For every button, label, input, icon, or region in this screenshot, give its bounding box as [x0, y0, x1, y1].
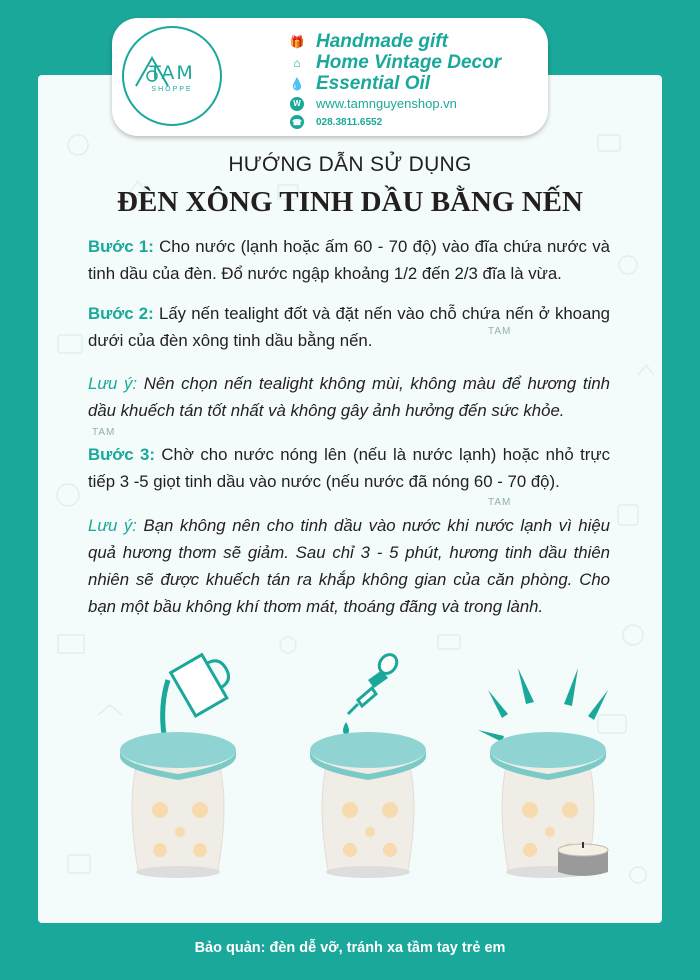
info-essential-oil: Essential Oil: [316, 73, 431, 94]
note-1-text: Nên chọn nến tealight không mùi, không màu để hương tinh dầu khuếch tán tốt nhất và không gây ảnh hưởng đến sức khỏe.: [88, 374, 610, 420]
step-1-text: Cho nước (lạnh hoặc ấm 60 - 70 độ) vào đĩa chứa nước và tinh dầu của đèn. Đổ nước ngập khoảng 1/2 đến 2/3 đĩa là vừa.: [88, 237, 610, 283]
lamp-step-2-illustration: [298, 650, 438, 890]
note-1: [88, 370, 610, 424]
step-2-label: Bước 2:: [88, 304, 154, 323]
dropper-icon: [348, 651, 400, 714]
lamp-step-3-illustration: [468, 650, 628, 890]
web-icon: W: [290, 97, 304, 111]
step-1-label: Bước 1:: [88, 237, 154, 256]
website-link[interactable]: www.tamnguyenshop.vn: [316, 96, 457, 111]
burst-rays-icon: [478, 668, 608, 742]
pitcher-icon: [171, 650, 239, 716]
info-home-decor: Home Vintage Decor: [316, 52, 502, 73]
watermark: TAM: [92, 427, 116, 438]
note-1-label: Lưu ý:: [88, 374, 138, 393]
step-3: [88, 441, 610, 495]
note-2-text: Bạn không nên cho tinh dầu vào nước khi nước lạnh vì hiệu quả hương thơm sẽ giảm. Sau chỉ 3 - 5 phút, hương tinh dầu thiên nhiên sẽ được khuếch tán ra khắp không gian của căn phòng. Cho bạn một bầu không khí thơm mát, thoáng đãng và trong lành.: [88, 516, 610, 616]
note-2: [88, 512, 610, 620]
logo-word: TAM: [149, 62, 195, 84]
lamp-step-1-illustration: [108, 650, 248, 890]
logo-subtext: SHOPPE: [151, 86, 193, 93]
info-row-phone: [290, 115, 382, 129]
phone-icon: ☎: [290, 115, 304, 129]
step-2: [88, 300, 610, 354]
page-title: ĐÈN XÔNG TINH DẦU BẰNG NẾN: [117, 186, 583, 218]
info-row-gift: [290, 31, 448, 53]
footer-warning: Bảo quản: đèn dễ vỡ, tránh xa tầm tay trẻ em: [194, 940, 506, 956]
info-handmade-gift: Handmade gift: [316, 31, 448, 52]
step-2-text: Lấy nến tealight đốt và đặt nến vào chỗ chứa nến ở khoang dưới của đèn xông tinh dầu bằng nến.: [88, 304, 610, 350]
subtitle: HƯỚNG DẪN SỬ DỤNG: [228, 153, 472, 176]
note-2-label: Lưu ý:: [88, 516, 137, 535]
phone-number[interactable]: 028.3811.6552: [316, 116, 383, 128]
watermark: TAM: [488, 497, 512, 508]
tealight-candle-icon: [558, 842, 608, 876]
gift-icon: 🎁: [289, 35, 305, 49]
info-row-oil: [290, 73, 430, 95]
water-stream-icon: [163, 680, 168, 735]
brand-logo: [122, 26, 222, 126]
info-row-home: [290, 52, 501, 74]
info-row-web: [290, 96, 457, 111]
home-icon: ⌂: [293, 56, 301, 70]
drop-icon: 💧: [289, 77, 305, 91]
step-3-label: Bước 3:: [88, 445, 155, 464]
step-3-text: Chờ cho nước nóng lên (nếu là nước lạnh) hoặc nhỏ trực tiếp 3 -5 giọt tinh dầu vào nước (nếu nước đã nóng 60 - 70 độ).: [88, 445, 610, 491]
step-1: [88, 233, 610, 287]
watermark: TAM: [488, 326, 512, 337]
